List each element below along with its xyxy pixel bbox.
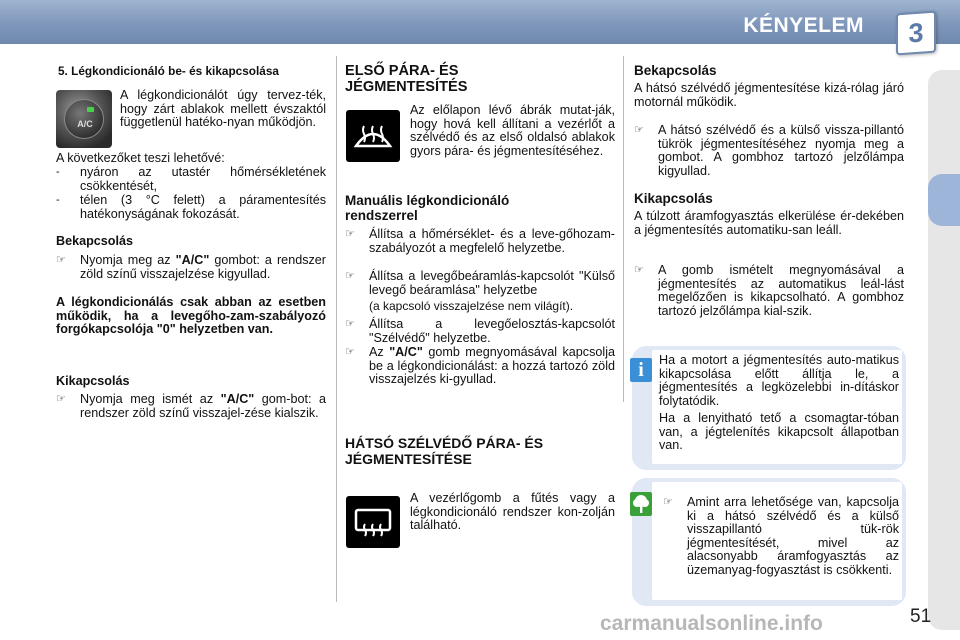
front-defrost-heading: ELSŐ PÁRA- ÉS JÉGMENTESÍTÉS xyxy=(345,63,468,95)
manual-step: ☞ Az "A/C" gomb megnyomásával kapcsolja be a légkondicionálást: a hozzá tartozó zöld visszajelzés ki-gyullad. xyxy=(345,345,615,387)
pointing-hand-icon: ☞ xyxy=(345,346,355,358)
chapter-number-badge: 3 xyxy=(896,11,936,56)
ac-knob xyxy=(64,99,104,139)
manual-step: ☞ Állítsa a hőmérséklet- és a leve-gőhozam-szabályozót a megfelelő helyzetbe. xyxy=(345,227,615,255)
effect-item: - télen (3 °C felett) a páramentesítés hatékonyságának fokozását. xyxy=(56,193,326,221)
pointing-hand-icon: ☞ xyxy=(345,228,355,240)
on-heading-right: Bekapcsolás xyxy=(634,63,717,78)
eco-tip-panel xyxy=(632,478,906,606)
rear-defrost-text: A vezérlőgomb a fűtés vagy a légkondicionáló rendszer kon-zolján található. xyxy=(410,491,615,533)
ac-indicator-led xyxy=(87,107,94,112)
column-divider-left xyxy=(336,56,337,602)
ac-intro-text: A légkondicionálót úgy tervez-ték, hogy zárt ablakok mellett évszaktól függetlenül hatéko-nyan működjön. xyxy=(120,88,326,130)
chapter-tab-marker xyxy=(928,174,960,226)
ac-button-label: A/C xyxy=(77,119,93,129)
watermark: carmanualsonline.info xyxy=(600,612,823,635)
ac-button-photo xyxy=(56,90,112,148)
pointing-hand-icon: ☞ xyxy=(663,496,673,508)
dash-mark: - xyxy=(56,194,60,206)
page-title: KÉNYELEM xyxy=(743,14,864,37)
dash-mark: - xyxy=(56,166,60,178)
manual-ac-heading: Manuális légkondicionáló rendszerrel xyxy=(345,193,510,223)
page-number: 51 xyxy=(910,606,932,627)
ac-off-instruction: ☞ Nyomja meg ismét az "A/C" gom-bot: a rendszer zöld színű visszajel-zése kialszik. xyxy=(56,392,326,420)
effect-item: - nyáron az utastér hőmérsékletének csökkentését, xyxy=(56,165,326,193)
column-divider-right xyxy=(623,56,624,402)
ac-on-instruction: ☞ Nyomja meg az "A/C" gombot: a rendszer zöld színű visszajelzése kigyullad. xyxy=(56,253,326,281)
rear-window-defrost-icon xyxy=(346,496,400,548)
info-icon: i xyxy=(630,358,652,382)
info-note-panel xyxy=(632,346,906,470)
pointing-hand-icon: ☞ xyxy=(56,393,66,405)
info-note-p1: Ha a motort a jégmentesítés auto-matikus kikapcsolása előtt állítja le, a jégmentesítés a legközelebbi in-dításkor folytatódik. xyxy=(659,353,899,408)
manual-step: ☞ Állítsa a levegőelosztás-kapcsolót "Szélvédő" helyzetbe. xyxy=(345,317,615,345)
side-tab-strip xyxy=(928,70,960,630)
pointing-hand-icon: ☞ xyxy=(56,254,66,266)
rear-off-text: A túlzott áramfogyasztás elkerülése ér-dekében a jégmentesítés automatiku-san leáll. xyxy=(634,209,904,237)
windscreen-defrost-icon xyxy=(346,110,400,162)
section-heading-ac: 5. Légkondicionáló be- és kikapcsolása xyxy=(58,64,279,78)
off-heading-right: Kikapcsolás xyxy=(634,191,713,206)
off-heading-left: Kikapcsolás xyxy=(56,374,130,388)
pointing-hand-icon: ☞ xyxy=(634,124,644,136)
effects-intro: A következőket teszi lehetővé: xyxy=(56,151,225,165)
pointing-hand-icon: ☞ xyxy=(345,270,355,282)
rear-on-text: A hátsó szélvédő jégmentesítése kizá-rólag járó motornál működik. xyxy=(634,81,904,109)
manual-note: (a kapcsoló visszajelzése nem világít). xyxy=(369,299,574,313)
pointing-hand-icon: ☞ xyxy=(634,264,644,276)
ac-warning-text: A légkondicionálás csak abban az esetben működik, ha a levegőho-zam-szabályozó forgókapcsolója "0" helyzetben van. xyxy=(56,295,326,337)
on-heading-left: Bekapcsolás xyxy=(56,234,134,248)
info-note-p2: Ha a lenyitható tető a csomagtar-tóban van, a jégtelenítés kikapcsolt állapotban van. xyxy=(659,411,899,453)
rear-off-instruction: ☞ A gomb ismételt megnyomásával a jégmentesítés az automatikus leál-lást megelőzően is kikapcsolható. A gombhoz tartozó jelzőlámpa kial-szik. xyxy=(634,263,904,318)
rear-on-instruction: ☞ A hátsó szélvédő és a külső vissza-pillantó tükrök jégmentesítéséhez nyomja meg a gombot. A gombhoz tartozó jelzőlámpa kigyullad. xyxy=(634,123,904,178)
pointing-hand-icon: ☞ xyxy=(345,318,355,330)
rear-defrost-heading: HÁTSÓ SZÉLVÉDŐ PÁRA- ÉS JÉGMENTESÍTÉSE xyxy=(345,435,544,467)
eco-tip-instruction: ☞ Amint arra lehetősége van, kapcsolja ki a hátsó szélvédő és a külső visszapillantó tük-rök jégmentesítését, mivel az alacsonyabb áramfogyasztás az üzemanyag-fogyasztást is csökkenti. xyxy=(663,495,899,577)
manual-step: ☞ Állítsa a levegőbeáramlás-kapcsolót "Külső levegő beáramlása" helyzetbe xyxy=(345,269,615,297)
tree-icon xyxy=(630,492,652,516)
front-defrost-text: Az előlapon lévő ábrák mutat-ják, hogy hová kell állítani a vezérlőt a szélvédő és az első oldalsó ablakok gyors pára- és jégmentesítéséhez. xyxy=(410,103,615,158)
